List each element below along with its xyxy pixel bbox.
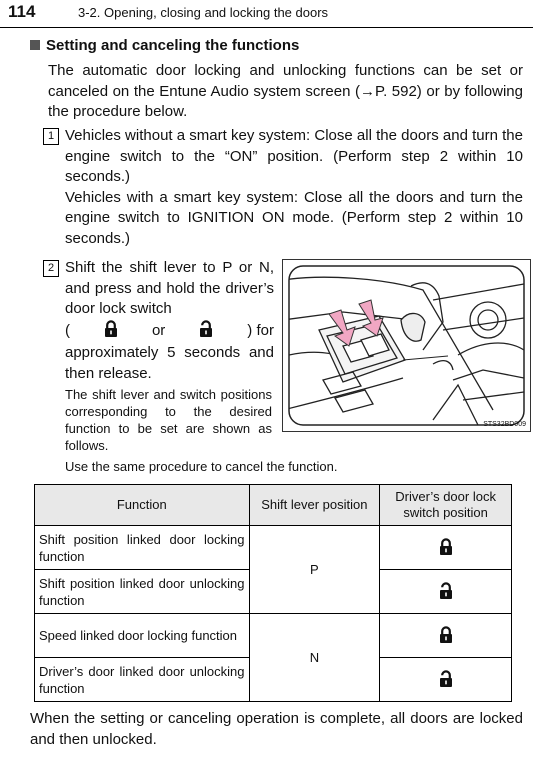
step-1-para-1: Vehicles without a smart key system: Close all the doors and turn the engine switch to the “ON” position. (Perform step 2 within 10 seconds.) xyxy=(65,127,523,185)
switch-position-cell xyxy=(380,570,512,614)
function-cell: Shift position linked door locking function xyxy=(35,526,250,570)
lock-closed-icon xyxy=(104,320,118,344)
page-header xyxy=(0,0,533,26)
lock-open-icon xyxy=(439,582,453,599)
lock-or: or xyxy=(151,322,166,339)
shift-position-cell: P xyxy=(249,526,380,614)
function-table xyxy=(34,484,512,702)
paren-open: ( xyxy=(65,322,70,339)
step-2-number: 2 xyxy=(43,260,59,277)
closing-paragraph: When the setting or canceling operation is complete, all doors are locked and then unlocked. xyxy=(30,710,523,748)
function-cell: Shift position linked door unlocking function xyxy=(35,570,250,614)
step-2-text-a: Shift the shift lever to P or N, and press and hold the driver’s door lock switch xyxy=(65,259,274,317)
intro-paragraph: The automatic door locking and unlocking functions can be set or canceled on the Entune Audio system screen (→P. 592) or by following the procedure below. xyxy=(48,62,523,120)
note-shift-positions: The shift lever and switch positions corresponding to the desired function to be set are shown as follows. xyxy=(65,387,272,453)
section-title xyxy=(30,37,299,54)
lock-closed-icon xyxy=(439,538,453,555)
table-header-row xyxy=(35,485,512,526)
step-2 xyxy=(65,258,274,384)
header-rule xyxy=(0,27,533,28)
lock-closed-icon xyxy=(439,626,453,643)
bullet-square-icon xyxy=(30,40,40,50)
step-1-para-2: Vehicles with a smart key system: Close all the doors and turn the engine switch to IGNITION ON mode. (Perform step 2 within 10 seconds.) xyxy=(65,188,523,247)
figure-code: STS32BD009 xyxy=(483,421,526,428)
paren-close-for: ) for xyxy=(247,322,274,339)
door-lock-switch-figure xyxy=(282,259,531,432)
step-2-text-b: approximately 5 seconds and then release. xyxy=(65,344,274,382)
switch-position-cell xyxy=(380,614,512,658)
function-cell: Speed linked door locking function xyxy=(35,614,250,658)
table-row xyxy=(35,526,512,570)
lock-open-icon xyxy=(199,320,213,344)
col-header-switch-position: Driver’s door lock switch position xyxy=(380,485,512,526)
function-cell: Driver’s door linked door unlocking function xyxy=(35,658,250,702)
table-row xyxy=(35,614,512,658)
lock-open-icon xyxy=(439,670,453,687)
shift-position-cell: N xyxy=(249,614,380,702)
switch-position-cell xyxy=(380,658,512,702)
door-lock-switch-illustration xyxy=(283,260,530,431)
note-cancel: Use the same procedure to cancel the function. xyxy=(65,459,338,474)
step-1 xyxy=(65,126,523,249)
page-number: 114 xyxy=(8,2,36,21)
section-heading: 3-2. Opening, closing and locking the doors xyxy=(78,5,329,20)
step-2-lock-symbols xyxy=(65,320,274,344)
col-header-shift-lever: Shift lever position xyxy=(249,485,380,526)
col-header-function: Function xyxy=(35,485,250,526)
step-1-number: 1 xyxy=(43,128,59,145)
section-title-text: Setting and canceling the functions xyxy=(46,37,300,54)
switch-position-cell xyxy=(380,526,512,570)
